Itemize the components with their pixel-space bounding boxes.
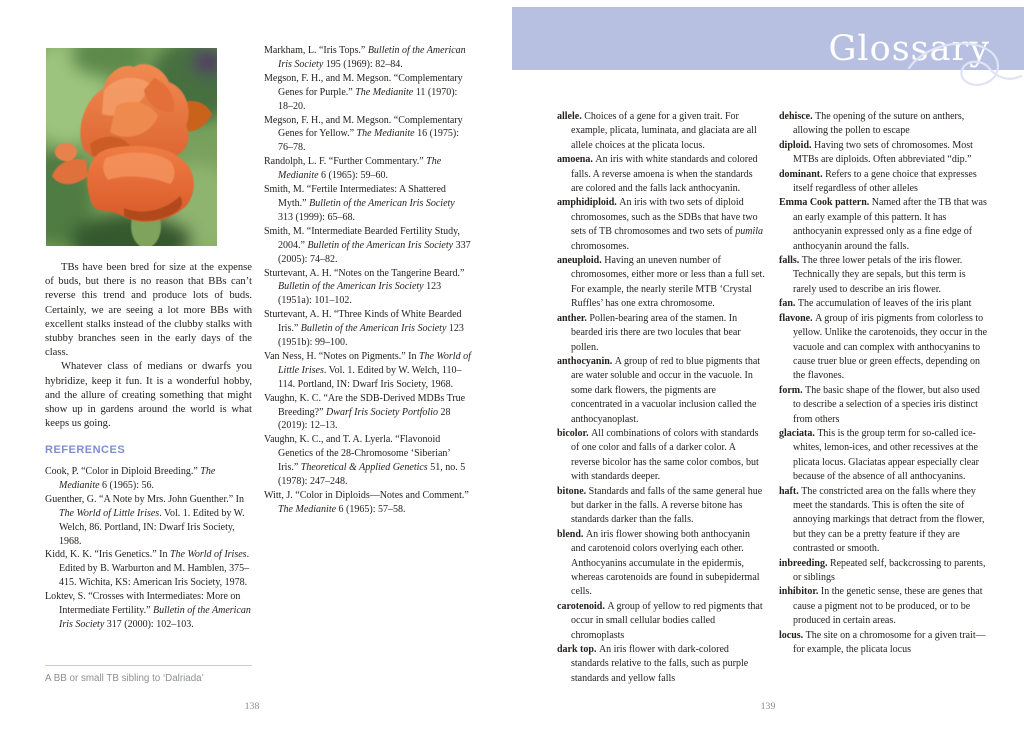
iris-photo <box>46 48 217 246</box>
caption-rule <box>45 665 252 666</box>
reference-item: Cook, P. “Color in Diploid Breeding.” The Medianite 6 (1965): 56. <box>45 466 216 491</box>
glossary-entry: fan. The accumulation of leaves of the iris plant <box>779 298 972 310</box>
glossary-title: Glossary <box>828 29 990 69</box>
glossary-term: bitone. <box>557 485 589 497</box>
glossary-entry: inbreeding. Repeated self, backcrossing to parents, or siblings <box>779 557 986 583</box>
reference-item: Guenther, G. “A Note by Mrs. John Guenther.” In The World of Little Irises. Vol. 1. Edited by W. Welch, 86. Portland, IN: Dwarf Iris Society, 1968. <box>45 493 245 547</box>
reference-item: Vaughn, K. C. “Are the SDB-Derived MDBs True Breeding?” Dwarf Iris Society Portfolio 28 (2019): 12–13. <box>264 392 466 432</box>
glossary-term: anthocyanin. <box>557 355 615 367</box>
glossary-entry: falls. The three lower petals of the iris flower. Technically they are sepals, but this term is rarely used to describe an iris flower. <box>779 255 966 295</box>
body-paragraph: Whatever class of medians or dwarfs you hybridize, keep it fun. It is a wonderful hobby, and the allure of creating something that might show up in gardens around the world is what keeps us going. <box>45 361 252 430</box>
reference-item: Van Ness, H. “Notes on Pigments.” In The World of Little Irises. Vol. 1. Edited by W. Welch, 110–114. Portland, IN: Dwarf Iris Society, 1968. <box>264 350 471 390</box>
glossary-term: amphidiploid. <box>557 197 620 209</box>
glossary-entry: carotenoid. A group of yellow to red pigments that occur in small cellular bodies called chromoplasts <box>557 600 763 641</box>
glossary-term: form. <box>779 384 806 396</box>
glossary-entry: locus. The site on a chromosome for a given trait—for example, the plicata locus <box>779 629 986 656</box>
reference-item: Vaughn, K. C., and T. A. Lyerla. “Flavonoid Genetics of the 28-Chromosome ‘Siberian’ Iris.” Theoretical & Applied Genetics 51, no. 5 (1978): 247–248. <box>264 434 466 488</box>
glossary-term: Emma Cook pattern. <box>779 197 872 209</box>
photo-caption: A BB or small TB sibling to ‘Dalriada’ <box>45 673 204 684</box>
references-heading: REFERENCES <box>45 444 126 456</box>
glossary-entry: haft. The constricted area on the falls where they meet the standards. This is often the site of annoying markings that detract from the flower, but they can be a pretty feature if they are contrasted or smooth. <box>779 485 985 555</box>
references-list-column-1 <box>45 465 252 632</box>
glossary-term: bicolor. <box>557 427 592 439</box>
glossary-entry: dehisce. The opening of the suture on anthers, allowing the pollen to escape <box>779 111 965 137</box>
glossary-entry: bitone. Standards and falls of the same general hue but darker in the falls. A reverse bitone has standards darker than the falls. <box>557 485 763 526</box>
glossary-term: haft. <box>779 485 802 497</box>
reference-item: Sturtevant, A. H. “Three Kinds of White Bearded Iris.” Bulletin of the American Iris Society 123 (1951b): 99–100. <box>264 309 464 349</box>
glossary-term: dehisce. <box>779 111 816 122</box>
page-number-right: 139 <box>760 701 776 712</box>
glossary-entry: anthocyanin. A group of red to blue pigments that are water soluble and occur in the vacuole. In some dark flowers, the pigments are concentrated in a vacuolar inclusion called the anthocyanoplast. <box>557 355 761 425</box>
reference-item: Kidd, K. K. “Iris Genetics.” In The World of Irises. Edited by B. Warburton and M. Hamblen, 375–415. Wichita, KS: American Iris Society, 1978. <box>45 549 250 589</box>
glossary-entry: amphidiploid. An iris with two sets of diploid chromosomes, such as the SDBs that have two sets of TB chromosomes and two sets of pumila chromosomes. <box>557 197 764 252</box>
reference-item: Smith, M. “Fertile Intermediates: A Shattered Myth.” Bulletin of the American Iris Society 313 (1999): 65–68. <box>264 184 455 223</box>
glossary-header-band <box>512 7 1024 70</box>
reference-item: Sturtevant, A. H. “Notes on the Tangerine Beard.” Bulletin of the American Iris Society 123 (1951a): 101–102. <box>264 267 465 307</box>
glossary-term: dark top. <box>557 644 599 656</box>
reference-item: Witt, J. “Color in Diploids—Notes and Comment.” The Medianite 6 (1965): 57–58. <box>264 490 469 515</box>
glossary-term: aneuploid. <box>557 255 605 267</box>
glossary-term: fan. <box>779 298 798 310</box>
glossary-entry: glaciata. This is the group term for so-called ice-whites, lemon-ices, and other recessives at the plicata locus. Glaciatas appear especially clear because of the absence of all anthocyanins. <box>779 427 980 483</box>
glossary-entry: dominant. Refers to a gene choice that expresses itself regardless of other alleles <box>779 168 977 195</box>
glossary-term: diploid. <box>779 139 815 151</box>
glossary-term: falls. <box>779 255 802 267</box>
glossary-term: dominant. <box>779 168 826 180</box>
reference-item: Loktev, S. “Crosses with Intermediates: More on Intermediate Fertility.” Bulletin of the American Iris Society 317 (2000): 102–103. <box>45 591 251 630</box>
glossary-entry: bicolor. All combinations of colors with standards of one color and falls of a darker color. A reverse bicolor has the same color combos, but with standards deeper. <box>557 427 759 483</box>
glossary-entry: form. The basic shape of the flower, but also used to describe a selection of a species iris distinct from others <box>779 384 980 425</box>
glossary-term: carotenoid. <box>557 600 608 612</box>
glossary-entry: aneuploid. Having an uneven number of chromosomes, either more or less than a full set. For example, the nearly sterile MTB ‘Crystal Ruffles’ has one extra chromosome. <box>557 255 765 310</box>
glossary-entry: inhibitor. In the genetic sense, these are genes that cause a pigment not to be produced, or to be produced in certain areas. <box>779 586 983 627</box>
reference-item: Megson, F. H., and M. Megson. “Complementary Genes for Yellow.” The Medianite 16 (1975): 76–78. <box>264 114 463 154</box>
reference-item: Markham, L. “Iris Tops.” Bulletin of the American Iris Society 195 (1969): 82–84. <box>264 45 466 70</box>
glossary-entry: allele. Choices of a gene for a given trait. For example, plicata, luminata, and glaciata are all allele choices at the plicata locus. <box>557 111 757 151</box>
glossary-term: blend. <box>557 528 586 540</box>
glossary-entry: diploid. Having two sets of chromosomes. Most MTBs are diploids. Often abbreviated “dip.” <box>779 139 973 166</box>
glossary-entry: anther. Pollen-bearing area of the stamen. In bearded iris there are two locules that bear pollen. <box>557 312 741 353</box>
glossary-term: amoena. <box>557 154 596 166</box>
glossary-entry: blend. An iris flower showing both anthocyanin and carotenoid colors overlying each other. Anthocyanins accumulate in the epidermis, whereas carotenoids are found in subepidermal cells. <box>557 528 760 598</box>
glossary-entry: amoena. An iris with white standards and colored falls. A reverse amoena is when the standards are colored and the falls lack anthocyanin. <box>557 154 758 195</box>
body-paragraph: TBs have been bred for size at the expense of buds, but there is no reason that BBs can’t reverse this trend and produce lots of buds. Certainly, we are seeing a lot more BBs with excellent stalks instead of the clubby stalks with stubby branches seen in the early days of the class. <box>45 262 252 359</box>
glossary-entry: dark top. An iris flower with dark-colored standards relative to the falls, such as purple standards and yellow falls <box>557 644 749 684</box>
reference-item: Randolph, L. F. “Further Commentary.” The Medianite 6 (1965): 59–60. <box>264 156 442 182</box>
glossary-term: anther. <box>557 312 590 324</box>
body-text-column <box>45 261 252 431</box>
glossary-term: inhibitor. <box>779 586 821 598</box>
glossary-column-1 <box>557 110 766 686</box>
glossary-term: locus. <box>779 629 806 641</box>
glossary-entry: Emma Cook pattern. Named after the TB that was an early example of this pattern. It has anthocyanin expressed only as a fine edge of anthocyanin around the falls. <box>779 197 987 252</box>
references-list-column-2 <box>264 44 472 517</box>
glossary-term: flavone. <box>779 312 816 324</box>
reference-item: Smith, M. “Intermediate Bearded Fertility Study, 2004.” Bulletin of the American Iris Society 337 (2005): 74–82. <box>264 225 471 265</box>
glossary-entry: flavone. A group of iris pigments from colorless to yellow. Unlike the carotenoids, they occur in the vacuole and can complex with anthocyanins to cause truer blue or green effects, depending on the flavones. <box>779 312 988 382</box>
iris-photo-graphic <box>46 48 217 246</box>
page-number-left: 138 <box>244 701 260 712</box>
glossary-term: inbreeding. <box>779 557 830 569</box>
reference-item: Megson, F. H., and M. Megson. “Complementary Genes for Purple.” The Medianite 11 (1970): 18–20. <box>264 72 463 112</box>
glossary-column-2 <box>779 110 988 657</box>
glossary-term: glaciata. <box>779 427 818 439</box>
glossary-term: allele. <box>557 111 585 122</box>
